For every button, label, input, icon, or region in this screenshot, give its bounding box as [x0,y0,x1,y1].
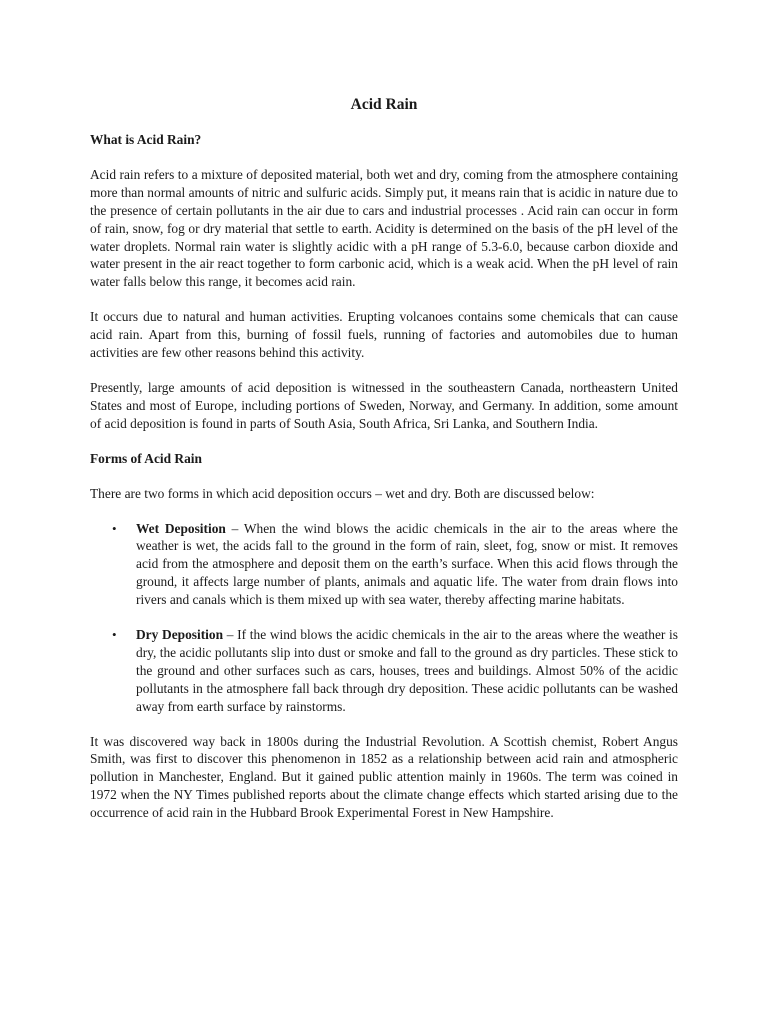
term-wet-deposition: Wet Deposition [136,520,226,536]
bullet-icon: • [112,627,117,643]
paragraph-locations: Presently, large amounts of acid deposition is witnessed in the southeastern Canada, northeastern United States and most of Europe, including portions of Sweden, Norway, and Germany. In addition, some amount of acid deposition is found in parts of South Asia, South Africa, Sri Lanka, and Southern India. [90,379,678,431]
heading-forms-of-acid-rain: Forms of Acid Rain [90,450,202,466]
document-page [90,96,678,839]
forms-bullet-list [90,520,678,716]
bullet-icon: • [112,520,117,536]
term-dry-deposition: Dry Deposition [136,627,224,643]
list-item-wet-deposition [90,520,678,610]
paragraph-causes: It occurs due to natural and human activities. Erupting volcanoes contains some chemicals that can cause acid rain. Apart from this, burning of fossil fuels, running of factories and automobiles due to human activities are few other reasons behind this activity. [90,309,678,361]
document-title: Acid Rain [350,96,418,113]
description-dry-deposition: – If the wind blows the acidic chemicals in the air to the areas where the weather is dry, the acidic pollutants slip into dust or smoke and fall to the ground as dry particles. These stick to the ground and other surfaces such as cars, houses, trees and buildings. Almost 50% of the acidic pollutants in the atmosphere fall back through dry deposition. These acidic pollutants can be washed away from earth surface by rainstorms. [136,627,678,714]
paragraph-history: It was discovered way back in 1800s during the Industrial Revolution. A Scottish chemist, Robert Angus Smith, was first to discover this phenomenon in 1852 as a relationship between acid rain and atmospheric pollution in Manchester, England. But it gained public attention mainly in 1960s. The term was coined in 1972 when the NY Times published reports about the climate change effects which started arising due to the occurrence of acid rain in the Hubbard Brook Experimental Forest in New Hampshire. [90,733,678,821]
list-item-dry-deposition [90,626,678,716]
description-wet-deposition: – When the wind blows the acidic chemicals in the air to the areas where the weather is wet, the acids fall to the ground in the form of rain, sleet, fog, snow or mist. It removes acid from the atmosphere and deposit them on the earth’s surface. When this acid flows through the ground, it affects large number of plants, animals and aquatic life. The water from drain flows into rivers and canals which is them mixed up with sea water, thereby affecting marine habitats. [136,520,678,608]
paragraph-definition: Acid rain refers to a mixture of deposited material, both wet and dry, coming from the atmosphere containing more than normal amounts of nitric and sulfuric acids. Simply put, it means rain that is acidic in nature due to the presence of certain pollutants in the air due to cars and industrial processes . Acid rain can occur in form of rain, snow, fog or dry material that settle to earth. Acidity is determined on the basis of the pH level of the water droplets. Normal rain water is slightly acidic with a pH range of 5.3-6.0, because carbon dioxide and water present in the air react together to form carbonic acid, which is a weak acid. When the pH level of rain water falls below this range, it becomes acid rain. [90,166,678,290]
paragraph-forms-intro: There are two forms in which acid deposition occurs – wet and dry. Both are discussed below: [90,485,595,501]
heading-what-is-acid-rain: What is Acid Rain? [90,132,202,147]
